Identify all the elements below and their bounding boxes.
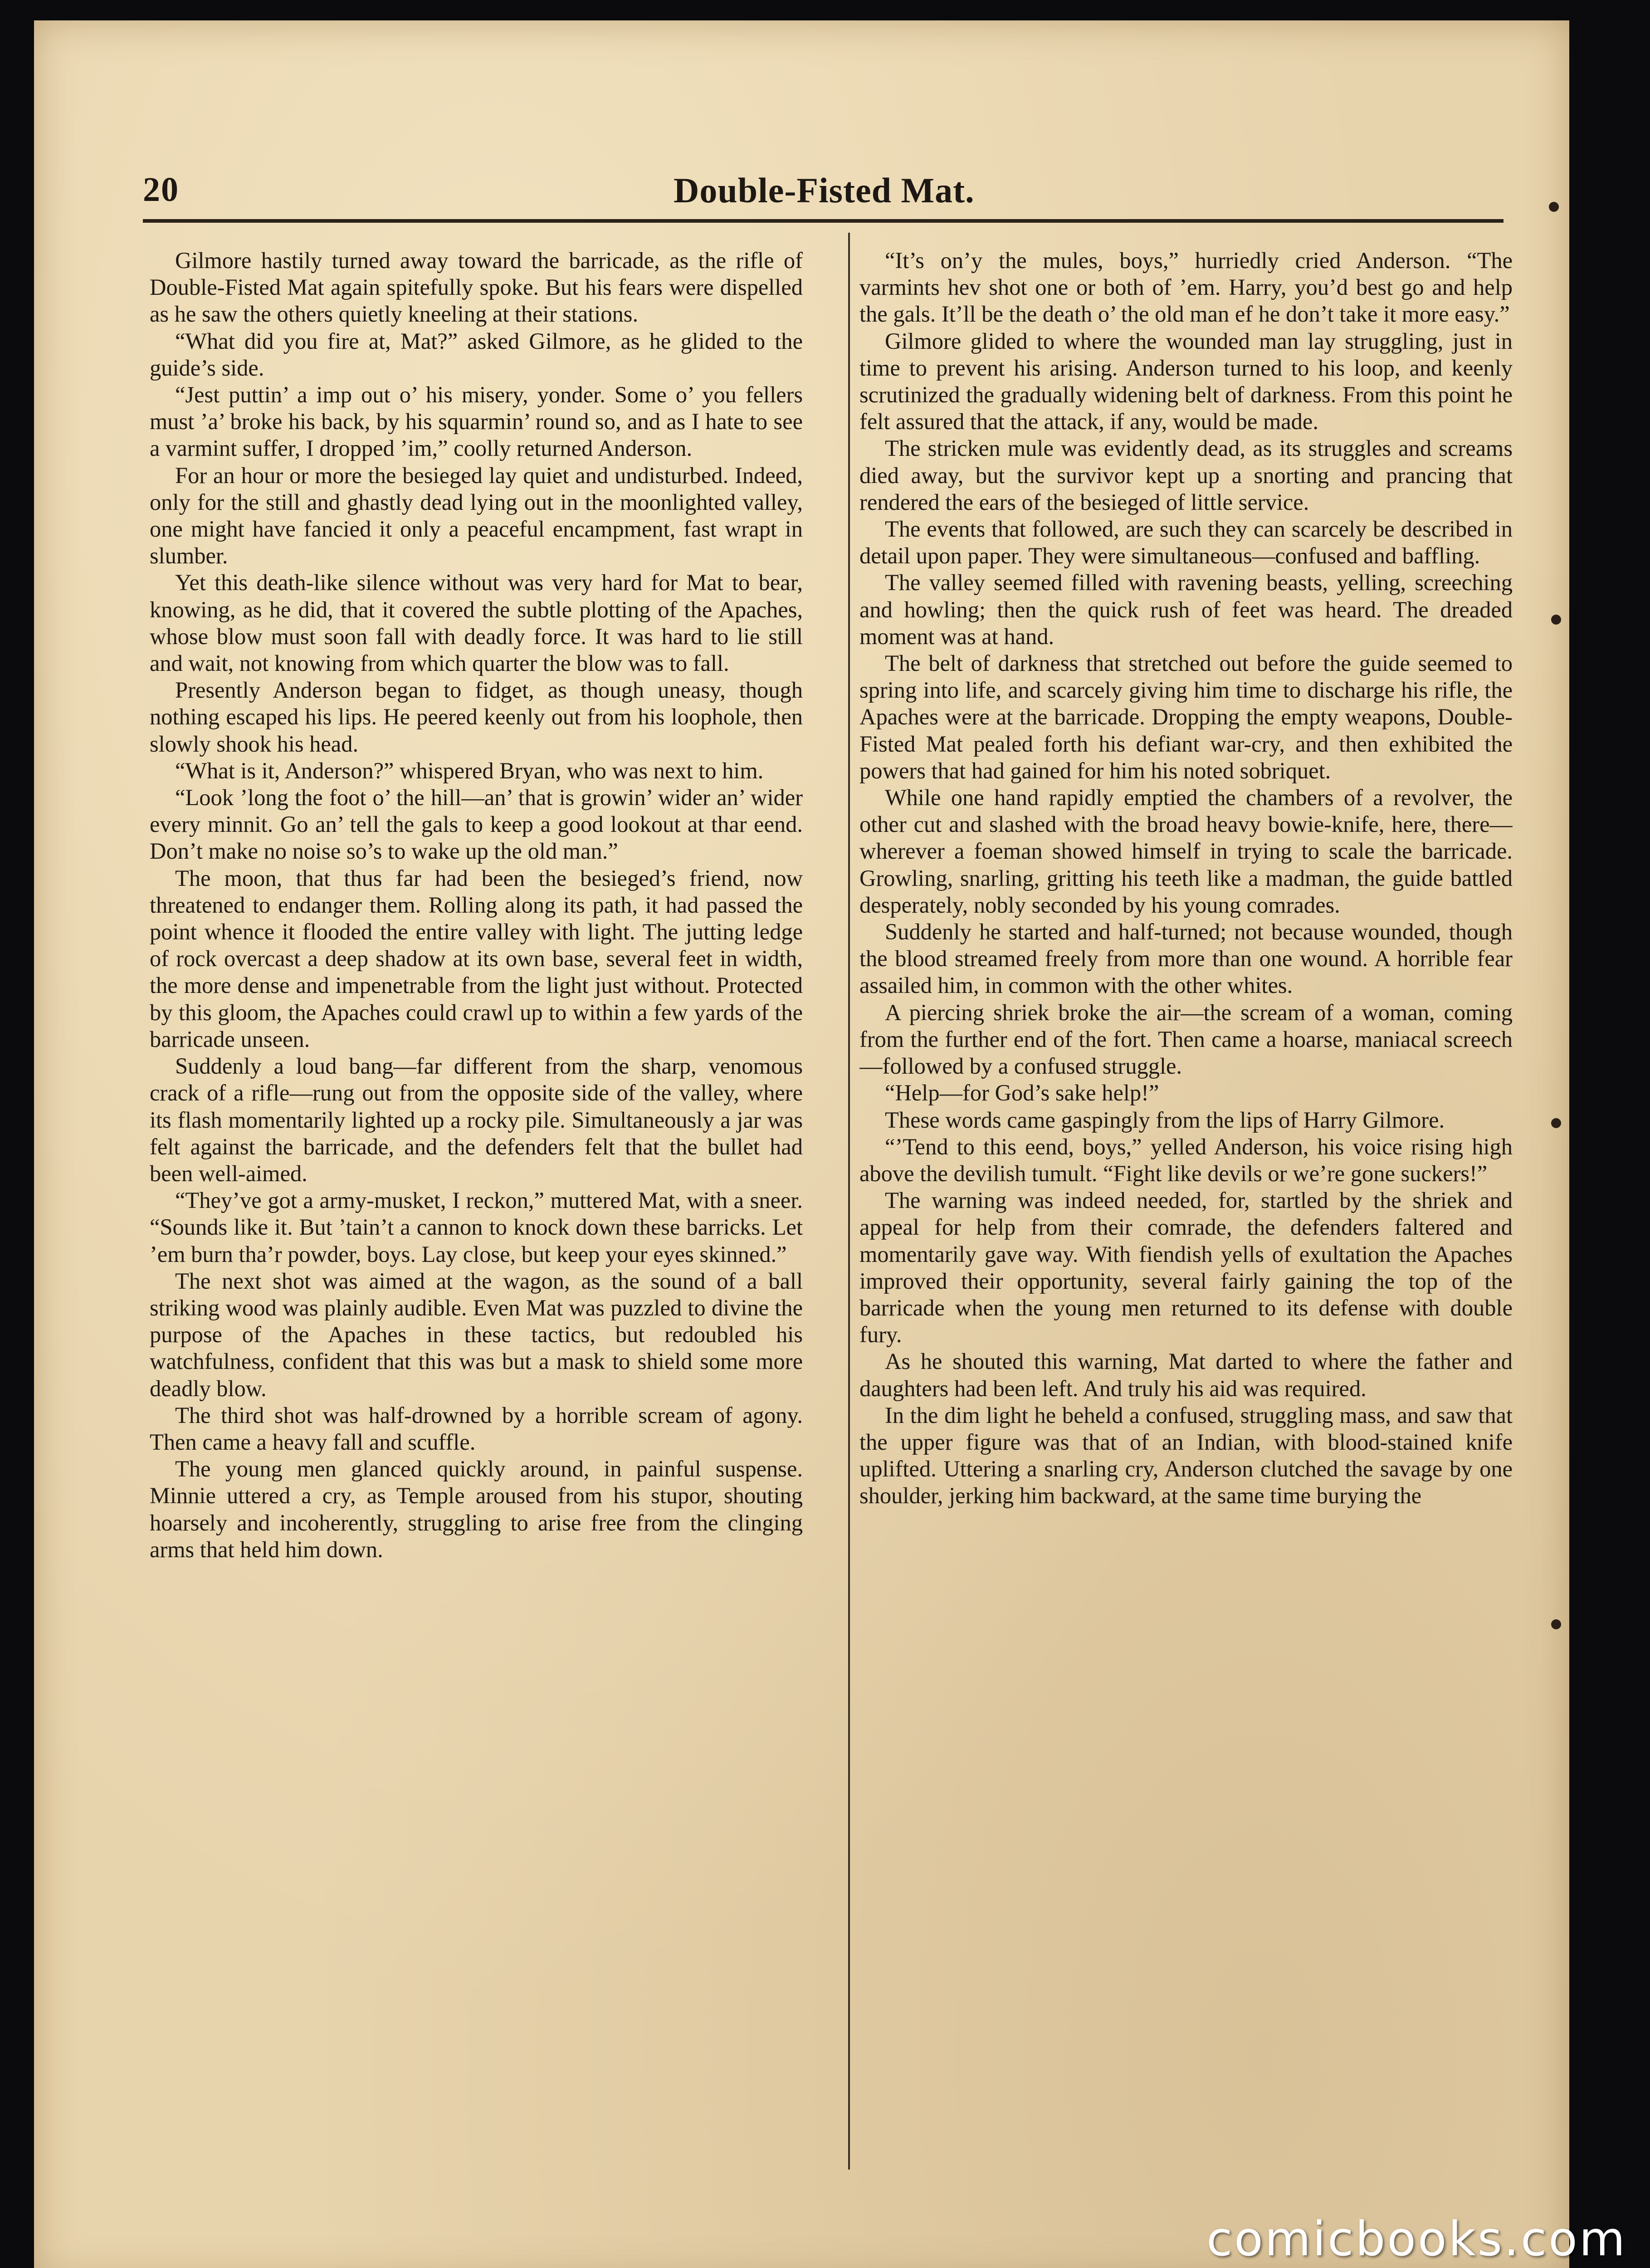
site-watermark: comicbooks.com	[1206, 2211, 1627, 2267]
paragraph: “Help—for God’s sake help!”	[885, 1080, 1159, 1106]
paragraph: “It’s on’y the mules, boys,” hurriedly cried Anderson. “The varmints hev shot one or both of ’em. Harry, you’d best go and help the gals. It’ll be the death o’ the old man ef he don’t take it more easy.”	[859, 248, 1513, 327]
page-number: 20	[143, 171, 179, 209]
paragraph: The valley seemed filled with ravening beasts, yelling, screeching and howling; then the quick rush of feet was heard. The dreaded moment was at hand.	[859, 570, 1513, 649]
paragraph: As he shouted this warning, Mat darted to where the father and daughters had been left. And truly his aid was required.	[859, 1349, 1513, 1401]
paragraph: The third shot was half-drowned by a horrible scream of agony. Then came a heavy fall and scuffle.	[150, 1402, 803, 1455]
paragraph: “Look ’long the foot o’ the hill—an’ that is growin’ wider an’ wider every minnit. Go an’ tell the gals to keep a good lookout at thar eend. Don’t make no noise so’s to wake up the old man.”	[150, 785, 803, 864]
paragraph: The stricken mule was evidently dead, as its struggles and screams died away, but the survivor kept up a snorting and prancing that rendered the ears of the besieged of little service.	[859, 435, 1513, 515]
paragraph: For an hour or more the besieged lay quiet and undisturbed. Indeed, only for the still and ghastly dead lying out in the moonlighted valley, one might have fancied it only a peaceful encampment, fast wrapt in slumber.	[150, 462, 803, 569]
running-title: Double-Fisted Mat.	[674, 171, 975, 210]
right-text-column	[859, 247, 1513, 2180]
binding-hole	[1551, 615, 1561, 625]
paragraph: The moon, that thus far had been the besieged’s friend, now threatened to endanger them. Rolling along its path, it had passed the point whence it flooded the entire valley with light. The jutting ledge of rock overcast a deep shadow at its own base, several feet in width, the more dense and impenetrable from the light just without. Protected by this gloom, the Apaches could crawl up to within a few yards of the barricade unseen.	[150, 865, 803, 1052]
paragraph: The warning was indeed needed, for, startled by the shriek and appeal for help from their comrade, the defenders faltered and momentarily gave way. With fiendish yells of exultation the Apaches improved their opportunity, several fairly gaining the top of the barricade when the young men returned to its defense with double fury.	[859, 1188, 1513, 1348]
binding-hole	[1551, 1619, 1561, 1629]
book-page	[34, 20, 1569, 2268]
paragraph: The belt of darkness that stretched out before the guide seemed to spring into life, and scarcely giving him time to discharge his rifle, the Apaches were at the barricade. Dropping the empty weapons, Double-Fisted Mat pealed forth his defiant war-cry, and then exhibited the powers that had gained for him his noted sobriquet.	[859, 650, 1513, 783]
paragraph: Yet this death-like silence without was very hard for Mat to bear, knowing, as he did, that it covered the subtle plotting of the Apaches, whose blow must soon fall with deadly force. It was hard to lie still and wait, not knowing from which quarter the blow was to fall.	[150, 570, 803, 676]
paragraph: The events that followed, are such they can scarcely be described in detail upon paper. They were simultaneous—confused and baffling.	[859, 516, 1513, 569]
binding-hole	[1549, 202, 1559, 212]
paragraph: Presently Anderson began to fidget, as though uneasy, though nothing escaped his lips. He peered keenly out from his loophole, then slowly shook his head.	[150, 677, 803, 757]
paragraph: “What did you fire at, Mat?” asked Gilmore, as he glided to the guide’s side.	[150, 328, 803, 381]
binding-hole	[1551, 1118, 1561, 1128]
header-rule	[143, 219, 1504, 223]
paragraph: “’Tend to this eend, boys,” yelled Anderson, his voice rising high above the devilish tumult. “Fight like devils or we’re gone suckers!”	[859, 1134, 1513, 1186]
paragraph: “What is it, Anderson?” whispered Bryan, who was next to him.	[175, 758, 764, 783]
column-divider	[848, 233, 850, 2170]
paragraph: These words came gaspingly from the lips of Harry Gilmore.	[885, 1107, 1445, 1133]
paragraph: In the dim light he beheld a confused, struggling mass, and saw that the upper figure was that of an Indian, with blood-stained knife uplifted. Uttering a snarling cry, Anderson clutched the savage by one shoulder, jerking him backward, at the same time burying the	[859, 1402, 1513, 1509]
paragraph: “Jest puttin’ a imp out o’ his misery, yonder. Some o’ you fellers must ’a’ broke his back, by his squarmin’ round so, and as I hate to see a varmint suffer, I dropped ’im,” coolly returned Anderson.	[150, 382, 803, 461]
paragraph: The young men glanced quickly around, in painful suspense. Minnie uttered a cry, as Temple aroused from his stupor, shouting hoarsely and incoherently, struggling to arise free from the clinging arms that held him down.	[150, 1456, 803, 1562]
paragraph: Suddenly a loud bang—far different from the sharp, venomous crack of a rifle—rung out from the opposite side of the valley, where its flash momentarily lighted up a rocky pile. Simultaneously a jar was felt against the barricade, and the defenders felt that the bullet had been well-aimed.	[150, 1053, 803, 1186]
paragraph: Suddenly he started and half-turned; not because wounded, though the blood streamed freely from more than one wound. A horrible fear assailed him, in common with the other whites.	[859, 919, 1513, 998]
left-text-column	[150, 247, 803, 2180]
paragraph: While one hand rapidly emptied the chambers of a revolver, the other cut and slashed with the broad heavy bowie-knife, here, there—wherever a foeman showed himself in trying to scale the barricade. Growling, snarling, gritting his teeth like a madman, the guide battled desperately, nobly seconded by his young comrades.	[859, 785, 1513, 918]
paragraph: A piercing shriek broke the air—the scream of a woman, coming from the further end of the fort. Then came a hoarse, maniacal screech—followed by a confused struggle.	[859, 999, 1513, 1079]
paragraph: “They’ve got a army-musket, I reckon,” muttered Mat, with a sneer. “Sounds like it. But ’tain’t a cannon to knock down these barricks. Let ’em burn tha’r powder, boys. Lay close, but keep your eyes skinned.”	[150, 1188, 803, 1267]
paragraph: The next shot was aimed at the wagon, as the sound of a ball striking wood was plainly audible. Even Mat was puzzled to divine the purpose of the Apaches in these tactics, but redoubled his watchfulness, confident that this was but a mask to shield some more deadly blow.	[150, 1268, 803, 1401]
paragraph: Gilmore hastily turned away toward the barricade, as the rifle of Double-Fisted Mat again spitefully spoke. But his fears were dispelled as he saw the others quietly kneeling at their stations.	[150, 248, 803, 327]
paragraph: Gilmore glided to where the wounded man lay struggling, just in time to prevent his arising. Anderson turned to his loop, and keenly scrutinized the gradually widening belt of darkness. From this point he felt assured that the attack, if any, would be made.	[859, 328, 1513, 435]
